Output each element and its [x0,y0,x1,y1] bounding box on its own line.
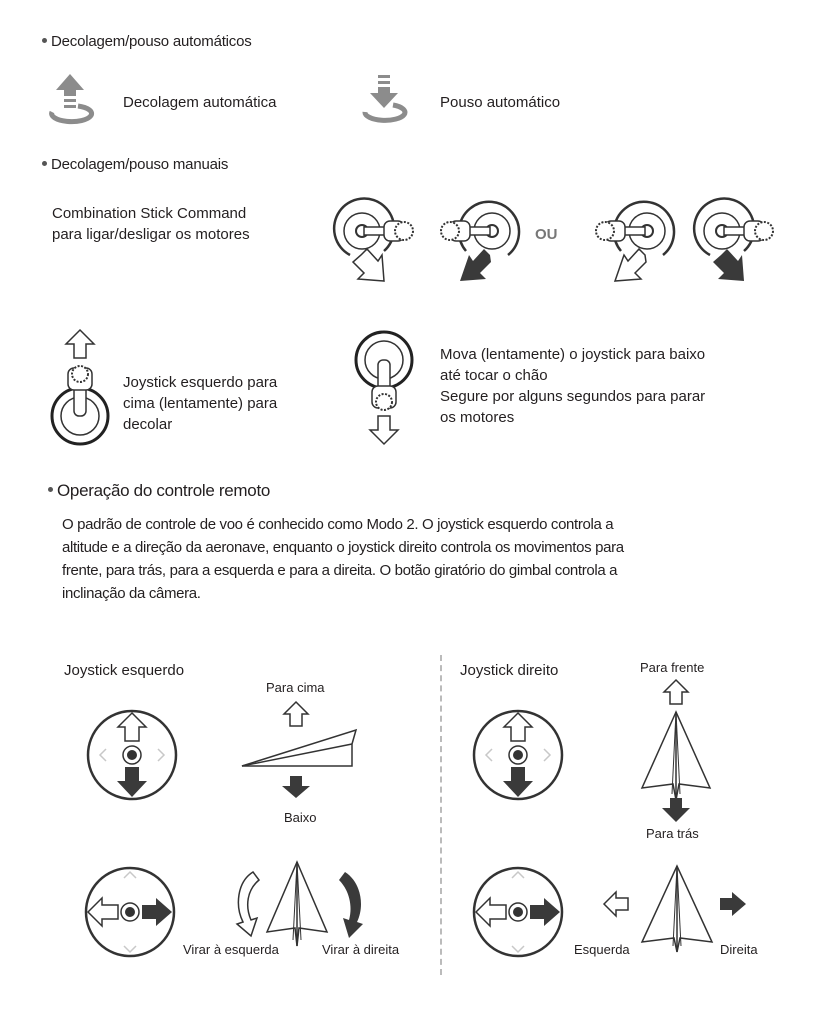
heading-text: Operação do controle remoto [57,481,271,500]
rc-paragraph [62,513,802,605]
right-label: Direita [720,942,758,957]
plane-roll-icon [600,862,760,952]
right-stick-horizontal-icon [468,862,568,962]
right-stick-vertical-icon [468,705,568,805]
down-label: Baixo [284,810,317,825]
csc-description [52,203,250,245]
bullet-icon [48,487,53,492]
auto-takeoff-label: Decolagem automática [123,94,277,111]
yaw-left-label: Virar à esquerda [183,942,279,957]
para-line: O padrão de controle de voo é conhecido como Modo 2. O joystick esquerdo controla a [62,516,614,533]
para-line: inclinação da câmera. [62,585,201,602]
bullet-icon [42,38,47,43]
auto-landing-icon[interactable] [355,74,415,130]
left-stick-up-icon [48,328,112,448]
left-stick-horizontal-icon [80,862,180,962]
left-label: Esquerda [574,942,630,957]
yaw-right-label: Virar à direita [322,942,400,957]
desc-line: até tocar o chão [440,367,548,384]
left-stick-vertical-icon [82,705,182,805]
desc-line: Joystick esquerdo para [123,374,278,391]
desc-line: decolar [123,416,173,433]
para-line: altitude e a direção da aeronave, enquanto o joystick direito controla os movimentos para [62,539,624,556]
auto-landing-label: Pouso automático [440,94,561,111]
stick-inward-hollow-icon [583,193,683,285]
stick-outward-hollow-icon [326,193,426,285]
section-heading-manual [42,156,228,173]
plane-climb-icon [240,700,360,800]
para-line: frente, para trás, para a esquerda e para a direita. O botão giratório do gimbal controla a [62,562,618,579]
or-label: OU [535,226,558,243]
left-joystick-title: Joystick esquerdo [64,662,185,679]
right-joystick-title: Joystick direito [460,662,559,679]
section-heading-auto [42,33,252,50]
plane-pitch-icon [636,678,716,828]
heading-text: Decolagem/pouso automáticos [51,33,252,50]
stick-inward-solid-icon [428,193,528,285]
stick-outward-solid-icon [686,193,786,285]
manual-takeoff-description [123,372,277,435]
desc-line: Segure por alguns segundos para parar [440,388,706,405]
manual-landing-description [440,344,705,428]
desc-line: Mova (lentamente) o joystick para baixo [440,346,706,363]
section-heading-rc [48,481,270,501]
plane-yaw-icon [225,860,375,950]
csc-line: Combination Stick Command [52,205,247,222]
desc-line: os motores [440,409,515,426]
auto-takeoff-icon[interactable] [42,74,102,130]
forward-label: Para frente [640,660,705,675]
bullet-icon [42,161,47,166]
back-label: Para trás [646,826,699,841]
dashed-divider [440,655,442,975]
left-stick-down-icon [352,330,416,446]
up-label: Para cima [266,680,325,695]
desc-line: cima (lentamente) para [123,395,278,412]
csc-line: para ligar/desligar os motores [52,226,250,243]
heading-text: Decolagem/pouso manuais [51,156,229,173]
